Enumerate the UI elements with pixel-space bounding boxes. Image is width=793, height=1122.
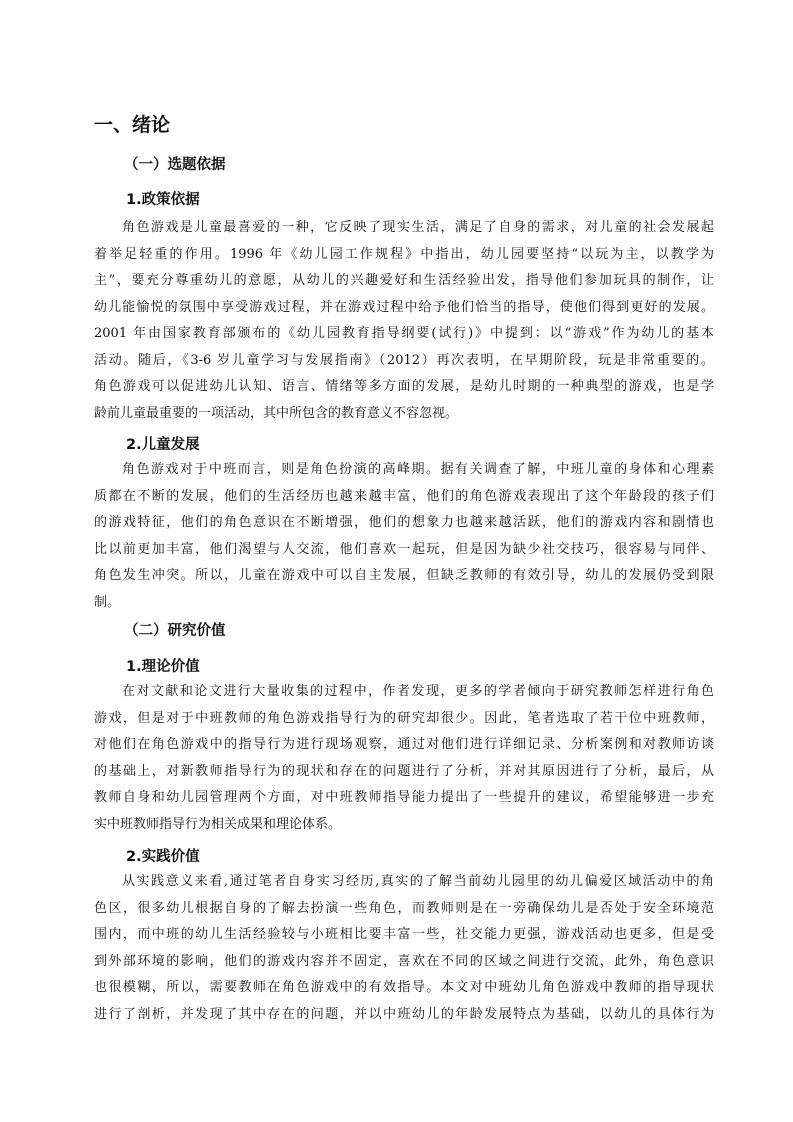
paragraph-line: 从实践意义来看,通过笔者自身实习经历,真实的了解当前幼儿园里的幼儿偏爱区域活动中的角 (122, 874, 714, 889)
paragraph-line: 围内，而中班的幼儿生活经验较与小班相比要丰富一些，社交能力更强，游戏活动也更多，但是受 (94, 927, 714, 942)
paragraph-line: 着举足轻重的作用。1996 年《幼儿园工作规程》中指出，幼儿园要坚持“以玩为主，以教学为 (94, 246, 714, 262)
paragraph-line: 龄前儿童最重要的一项活动，其中所包含的教育意义不容忽视。 (94, 405, 459, 421)
paragraph-line: 色区，很多幼儿根据自身的了解去扮演一些角色，而教师则是在一旁确保幼儿是否处于安全环境范 (94, 900, 714, 916)
heading-policy-basis: 1.政策依据 (126, 192, 200, 208)
paragraph-line: 教师自身和幼儿园管理两个方面，对中班教师指导能力提出了一些提升的建议，希望能够进一步充 (94, 790, 714, 805)
paragraph-line: 角色发生冲突。所以，儿童在游戏中可以自主发展，但缺乏教师的有效引导，幼儿的发展仍受到限 (94, 568, 714, 583)
paragraph-line: 在对文献和论文进行大量收集的过程中，作者发现，更多的学者倾向于研究教师怎样进行角色 (122, 684, 714, 699)
paragraph-line: 游戏，但是对于中班教师的角色游戏指导行为的研究却很少。因此，笔者选取了若干位中班教师， (94, 710, 714, 726)
paragraph-line: 幼儿能愉悦的氛围中享受游戏过程，并在游戏过程中给予他们恰当的指导，使他们得到更好的发展。 (94, 299, 714, 315)
heading-theoretical-value: 1.理论价值 (126, 659, 200, 675)
paragraph-line: 到外部环境的影响，他们的游戏内容并不固定，喜欢在不同的区域之间进行交流，此外，角色意识 (94, 953, 714, 969)
paragraph-line: 进行了剖析，并发现了其中存在的问题，并以中班幼儿的年龄发展特点为基础，以幼儿的具体行为 (94, 1006, 714, 1022)
heading-practical-value: 2.实践价值 (126, 849, 200, 865)
paragraph-line: 角色游戏可以促进幼儿认知、语言、情绪等多方面的发展，是幼儿时期的一种典型的游戏，也是学 (94, 379, 714, 394)
paragraph-line: 对他们在角色游戏中的指导行为进行现场观察，通过对他们进行详细记录、分析案例和对教师访谈 (94, 737, 714, 752)
paragraph-line: 角色游戏是儿童最喜爱的一种，它反映了现实生活，满足了自身的需求，对儿童的社会发展起 (122, 220, 714, 235)
paragraph-line: 主”，要充分尊重幼儿的意愿，从幼儿的兴趣爱好和生活经验出发，指导他们参加玩具的制作，让 (94, 273, 714, 288)
paragraph-child-development (94, 457, 714, 616)
paragraph-line: 比以前更加丰富，他们渴望与人交流，他们喜欢一起玩，但是因为缺少社交技巧，很容易与同伴、 (94, 541, 714, 557)
paragraph-line: 的游戏特征，他们的角色意识在不断增强，他们的想象力也越来越活跃，他们的游戏内容和剧情也 (94, 515, 714, 530)
heading-child-development: 2.儿童发展 (126, 437, 200, 453)
paragraph-line: 活动。随后，《3-6 岁儿童学习与发展指南》（2012）再次表明，在早期阶段，玩是非常重要的。 (94, 352, 714, 368)
paragraph-line: 质都在不断的发展，他们的生活经历也越来越丰富，他们的角色游戏表现出了这个年龄段的孩子们 (94, 488, 714, 504)
subsection-heading-value: （二）研究价值 (124, 623, 226, 639)
paragraph-policy-basis (94, 215, 714, 427)
paragraph-line: 角色游戏对于中班而言，则是角色扮演的高峰期。据有关调查了解，中班儿童的身体和心理素 (122, 462, 714, 477)
paragraph-line: 的基础上，对新教师指导行为的现状和存在的问题进行了分析，并对其原因进行了分析，最后，从 (94, 763, 714, 779)
paragraph-theoretical-value (94, 679, 714, 838)
paragraph-line: 实中班教师指导行为相关成果和理论体系。 (94, 816, 342, 832)
subsection-heading-basis: （一）选题依据 (124, 157, 226, 173)
chapter-heading: 一、绪论 (94, 114, 171, 136)
paragraph-line: 2001 年由国家教育部颁布的《幼儿园教育指导纲要(试行)》中提到：以“游戏”作为幼儿的基本 (94, 326, 714, 341)
paragraph-practical-value (94, 869, 714, 1028)
paragraph-line: 制。 (94, 594, 121, 610)
paragraph-line: 也很模糊，所以，需要教师在角色游戏中的有效指导。本文对中班幼儿角色游戏中教师的指导现状 (94, 980, 714, 995)
